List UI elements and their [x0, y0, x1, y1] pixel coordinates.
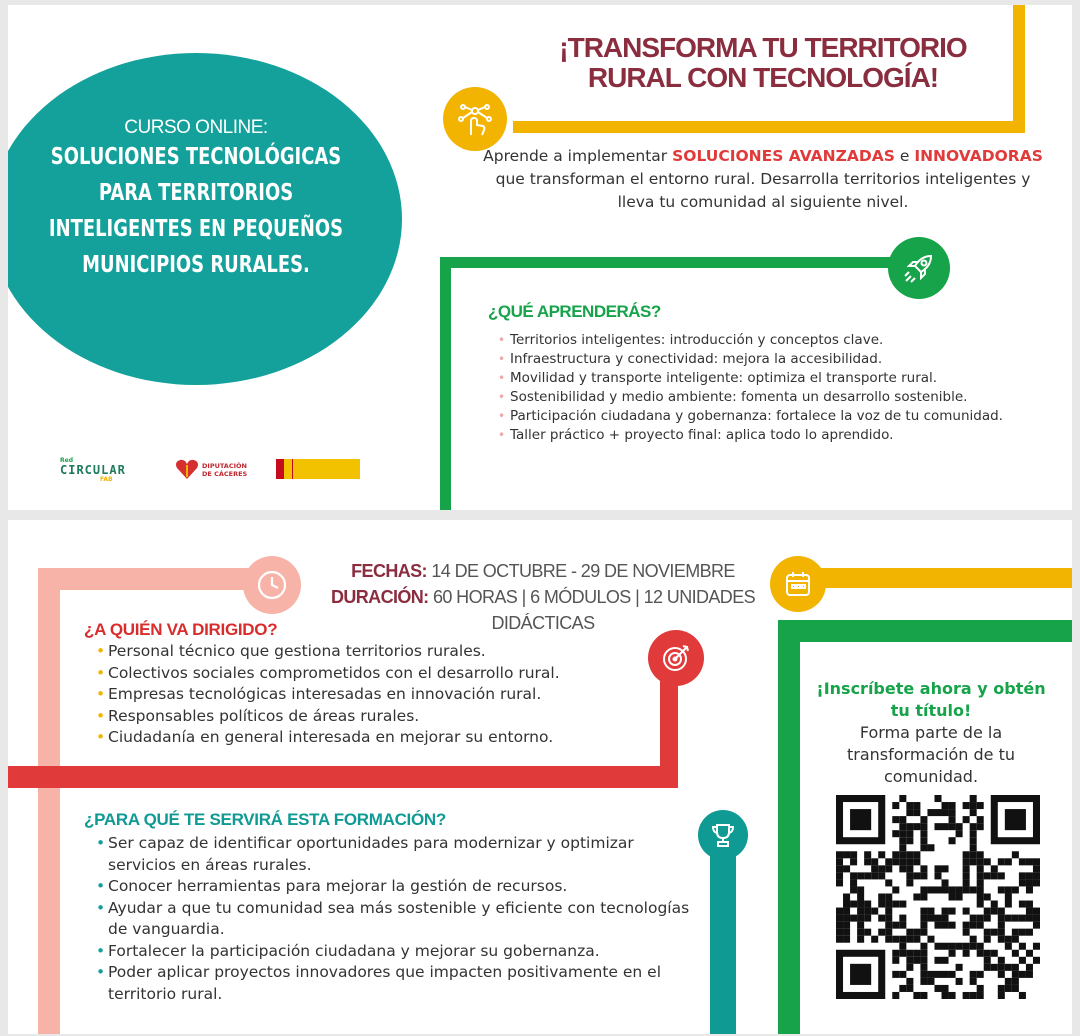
logo-diputacion-line1: DIPUTACIÓN	[202, 462, 247, 470]
clock-icon	[243, 556, 301, 614]
yellow-line	[798, 568, 1072, 588]
dates-block	[308, 558, 778, 636]
use-list	[96, 833, 696, 1005]
dates-label: FECHAS:	[351, 561, 427, 581]
list-item: • Territorios inteligentes: introducción y conceptos clave.	[498, 331, 1038, 350]
bottom-panel	[8, 520, 1072, 1034]
list-item: • Participación ciudadana y gobernanza: fortalece la voz de tu comunidad.	[498, 407, 1038, 426]
dates-line	[308, 558, 778, 584]
course-text	[46, 77, 346, 283]
learn-list	[498, 331, 1038, 445]
logo-red-label: Red	[60, 457, 73, 464]
list-item: • Conocer herramientas para mejorar la gestión de recursos.	[96, 876, 696, 898]
green-line-vertical	[440, 257, 451, 510]
list-item: • Ser capaz de identificar oportunidades para modernizar y optimizar servicios en áreas rurales.	[96, 833, 696, 876]
top-panel	[8, 5, 1072, 510]
headline	[508, 33, 1018, 93]
course-title: SOLUCIONES TECNOLÓGICAS PARA TERRITORIOS INTELIGENTES EN PEQUEÑOS MUNICIPIOS RURALES.	[48, 144, 344, 278]
logo-fab-label: FAB	[100, 476, 113, 483]
headline-line-1: ¡TRANSFORMA TU TERRITORIO	[559, 32, 967, 63]
list-item: • Ayudar a que tu comunidad sea más sostenible y eficiente con tecnologías de vanguardia.	[96, 898, 696, 941]
yellow-line	[513, 121, 1023, 133]
diputacion-heart-icon	[174, 457, 200, 481]
list-item: • Colectivos sociales comprometidos con el desarrollo rural.	[96, 663, 676, 685]
intro-part-2: e	[894, 147, 915, 165]
list-item: • Poder aplicar proyectos innovadores que impacten positivamente en el territorio rural.	[96, 962, 696, 1005]
use-title: ¿PARA QUÉ TE SERVIRÁ ESTA FORMACIÓN?	[84, 810, 446, 829]
green-line	[440, 257, 920, 268]
teal-line	[710, 850, 736, 1034]
ministry-logo	[276, 459, 360, 479]
list-item: • Sostenibilidad y medio ambiente: fomenta un desarrollo sostenible.	[498, 388, 1038, 407]
audience-list	[96, 641, 676, 749]
list-item: • Taller práctico + proyecto final: aplica todo lo aprendido.	[498, 426, 1038, 445]
qr-code[interactable]	[836, 795, 1040, 999]
red-line	[8, 766, 678, 788]
audience-title: ¿A QUIÉN VA DIRIGIDO?	[84, 620, 278, 639]
list-item: • Empresas tecnológicas interesadas en innovación rural.	[96, 684, 676, 706]
rocket-icon	[888, 237, 950, 299]
list-item: • Personal técnico que gestiona territorios rurales.	[96, 641, 676, 663]
list-item: • Infraestructura y conectividad: mejora la accesibilidad.	[498, 350, 1038, 369]
list-item: • Responsables políticos de áreas rurales.	[96, 706, 676, 728]
cta-block	[816, 678, 1046, 788]
pink-line	[38, 568, 278, 590]
intro-part-1: Aprende a implementar	[483, 147, 673, 165]
intro-part-3: que transforman el entorno rural. Desarrolla territorios inteligentes y lleva tu comunidad al siguiente nivel.	[495, 170, 1031, 211]
duration-value: 60 HORAS | 6 MÓDULOS | 12 UNIDADES DIDÁCTICAS	[428, 587, 756, 633]
duration-label: DURACIÓN:	[330, 587, 429, 607]
learn-title: ¿QUÉ APRENDERÁS?	[488, 302, 661, 321]
intro-highlight-1: SOLUCIONES AVANZADAS	[672, 147, 895, 165]
cta-text: Forma parte de la transformación de tu comunidad.	[847, 723, 1015, 786]
logo-diputacion-line2: DE CÁCERES	[202, 470, 248, 478]
logo-circular-label: CIRCULAR	[60, 463, 126, 477]
red-circular-logo	[60, 457, 155, 483]
headline-line-2: RURAL CON TECNOLOGÍA!	[587, 62, 939, 93]
calendar-icon	[770, 556, 826, 612]
dates-value: 14 DE OCTUBRE - 29 DE NOVIEMBRE	[426, 561, 735, 581]
duration-line	[308, 584, 778, 636]
intro-text	[478, 145, 1048, 214]
diputacion-logo	[174, 457, 264, 483]
list-item: • Movilidad y transporte inteligente: optimiza el transporte rural.	[498, 369, 1038, 388]
touch-network-icon	[443, 87, 507, 151]
intro-highlight-2: INNOVADORAS	[914, 147, 1043, 165]
list-item: • Ciudadanía en general interesada en mejorar su entorno.	[96, 727, 676, 749]
list-item: • Fortalecer la participación ciudadana y mejorar su gobernanza.	[96, 941, 696, 963]
trophy-icon	[698, 810, 748, 860]
pink-line-vertical	[38, 568, 60, 1034]
cta-bold: ¡Inscríbete ahora y obtén tu título!	[816, 679, 1046, 720]
course-label: CURSO ONLINE:	[124, 117, 268, 138]
